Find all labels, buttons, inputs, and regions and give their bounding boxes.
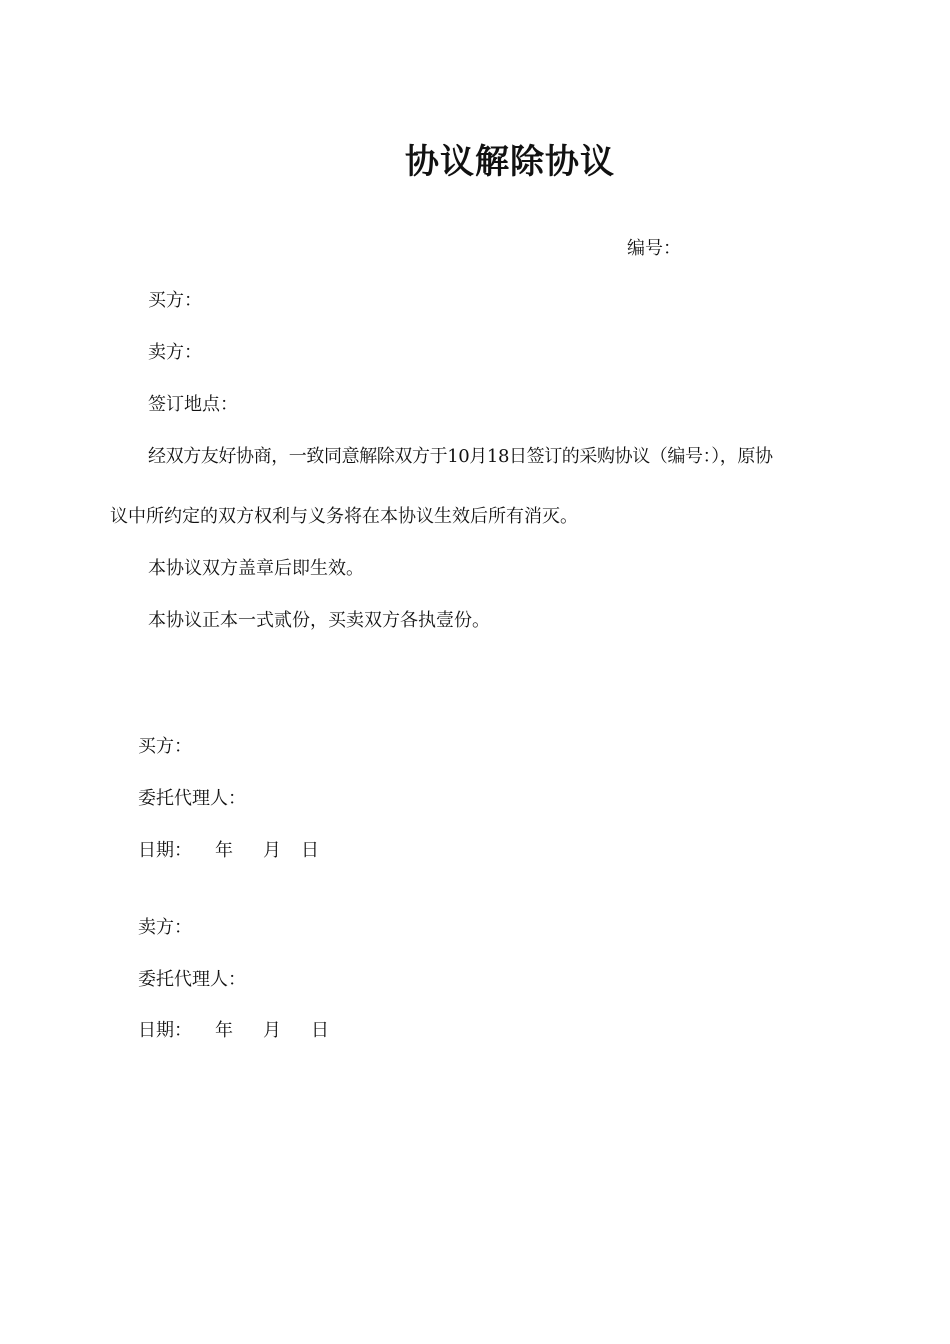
signature-buyer-agent-label: 委托代理人： (138, 788, 246, 809)
signature-seller-label: 卖方： (138, 917, 192, 938)
body-paragraph-3: 本协议正本一式贰份，买卖双方各执壹份。 (148, 610, 490, 631)
date-label: 日期： (138, 1020, 192, 1041)
day-label: 日 (301, 840, 319, 861)
signature-seller-date (138, 1019, 329, 1043)
sign-place-label: 签订地点： (148, 394, 238, 415)
year-label: 年 (215, 1020, 233, 1041)
document-title: 协议解除协议 (405, 142, 615, 182)
year-label: 年 (215, 840, 233, 861)
body-paragraph-1-line-2: 议中所约定的双方权利与义务将在本协议生效后所有消灭。 (110, 506, 578, 527)
month-label: 月 (263, 1020, 281, 1041)
signature-buyer-date (138, 839, 319, 863)
month-label: 月 (263, 840, 281, 861)
signature-buyer-label: 买方： (138, 736, 192, 757)
body-paragraph-2: 本协议双方盖章后即生效。 (148, 558, 364, 579)
buyer-label: 买方： (148, 290, 202, 311)
body-paragraph-1-line-1: 经双方友好协商，一致同意解除双方于10月18日签订的采购协议（编号：），原协 (148, 446, 773, 467)
seller-label: 卖方： (148, 342, 202, 363)
date-label: 日期： (138, 840, 192, 861)
signature-seller-agent-label: 委托代理人： (138, 969, 246, 990)
day-label: 日 (311, 1020, 329, 1041)
number-label: 编号： (627, 238, 681, 259)
